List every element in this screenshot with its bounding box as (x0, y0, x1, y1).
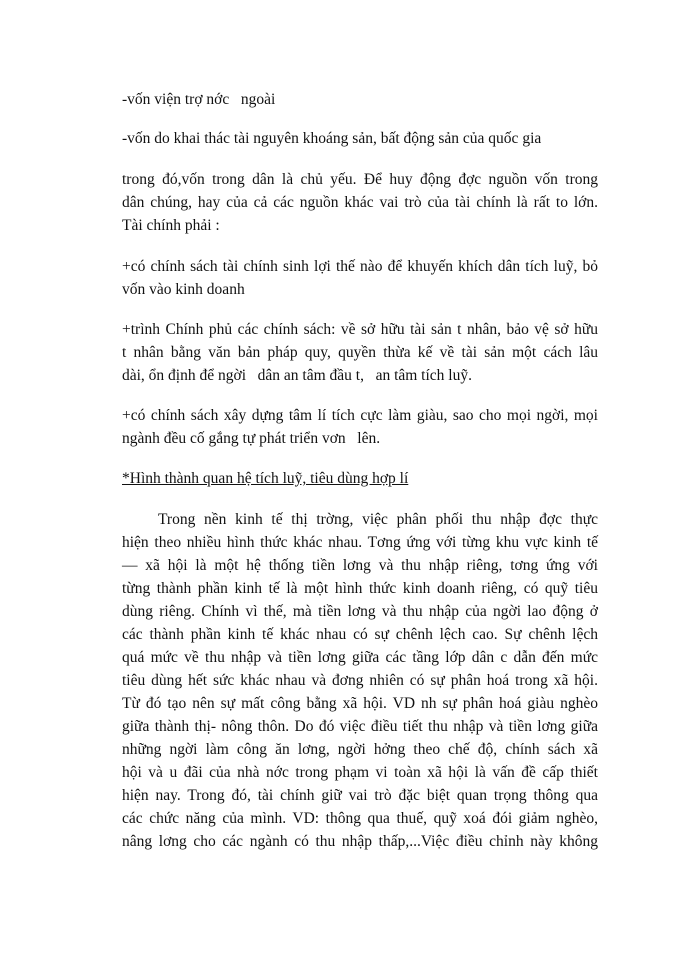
body-line: Trong nền kinh tế thị trờng, việc phân phối thu nhập đợc thực (158, 511, 598, 528)
paragraph-line: dân chúng, hay của cả các nguồn khác vai trò của tài chính là rất to lớn. (122, 194, 598, 211)
body-line: — xã hội là một hệ thống tiền lơng và thu nhập riêng, tơng ứng với (122, 557, 598, 574)
bullet-foreign-aid: -vốn viện trợ nớc ngoài (122, 91, 276, 108)
body-line: quá mức về thu nhập và tiền lơng giữa các tầng lớp dân c dẫn đến mức (122, 649, 598, 666)
bullet-government-line: t nhân bằng văn bản pháp quy, quyền thừa kế về tài sản một cách lâu (122, 344, 598, 361)
body-line: hội và u đãi của nhà nớc trong phạm vi toàn xã hội là vấn đề cấp thiết (122, 764, 598, 781)
bullet-policy-line: vốn vào kinh doanh (122, 281, 245, 298)
body-line: nâng lơng cho các ngành có thu nhập thấp,...Việc điều chỉnh này không (122, 833, 598, 850)
body-line: hiện theo nhiều hình thức khác nhau. Tơng ứng với từng khu vực kinh tế (122, 534, 598, 551)
paragraph-line: Tài chính phải : (122, 217, 220, 234)
section-heading: *Hình thành quan hệ tích luỹ, tiêu dùng hợp lí (122, 470, 409, 487)
body-line: tiêu dùng hết sức khác nhau và đơng nhiên có sự phân hoá trong xã hội. (122, 672, 598, 689)
body-line: Từ đó tạo nên sự mất công bằng xã hội. VD nh sự phân hoá giàu nghèo (122, 695, 598, 712)
bullet-psychology-line: ngành đều cố gắng tự phát triển vơn lên. (122, 430, 381, 447)
bullet-policy-line: +có chính sách tài chính sinh lợi thế nào để khuyến khích dân tích luỹ, bỏ (122, 258, 598, 275)
bullet-resources: -vốn do khai thác tài nguyên khoáng sản, bất động sản của quốc gia (122, 130, 542, 147)
body-line: các chức năng của mình. VD: thông qua thuế, quỹ xoá đói giảm nghèo, (122, 810, 598, 827)
body-line: hiện nay. Trong đó, tài chính giữ vai trò đặc biệt quan trọng thông qua (122, 787, 598, 804)
body-line: từng thành phần kinh tế là một hình thức kinh doanh riêng, có quỹ tiêu (122, 580, 598, 597)
body-line: dùng riêng. Chính vì thế, mà tiền lơng và thu nhập của ngời lao động ở (122, 603, 598, 620)
body-line: các thành phần kinh tế khác nhau có sự chênh lệch cao. Sự chênh lệch (122, 626, 598, 643)
body-line: giữa thành thị- nông thôn. Do đó việc điều tiết thu nhập và tiền lơng giữa (122, 718, 598, 735)
bullet-psychology-line: +có chính sách xây dựng tâm lí tích cực làm giàu, sao cho mọi ngời, mọi (122, 407, 598, 424)
bullet-government-line: dài, ổn định để ngời dân an tâm đầu t, an tâm tích luỹ. (122, 367, 472, 384)
bullet-government-line: +trình Chính phủ các chính sách: về sở hữu tài sản t nhân, bảo vệ sở hữu (122, 321, 598, 338)
paragraph-line: trong đó,vốn trong dân là chủ yếu. Để huy động đợc nguồn vốn trong (122, 171, 598, 188)
body-line: những ngời làm công ăn lơng, ngời hởng theo chế độ, chính sách xã (122, 741, 598, 758)
